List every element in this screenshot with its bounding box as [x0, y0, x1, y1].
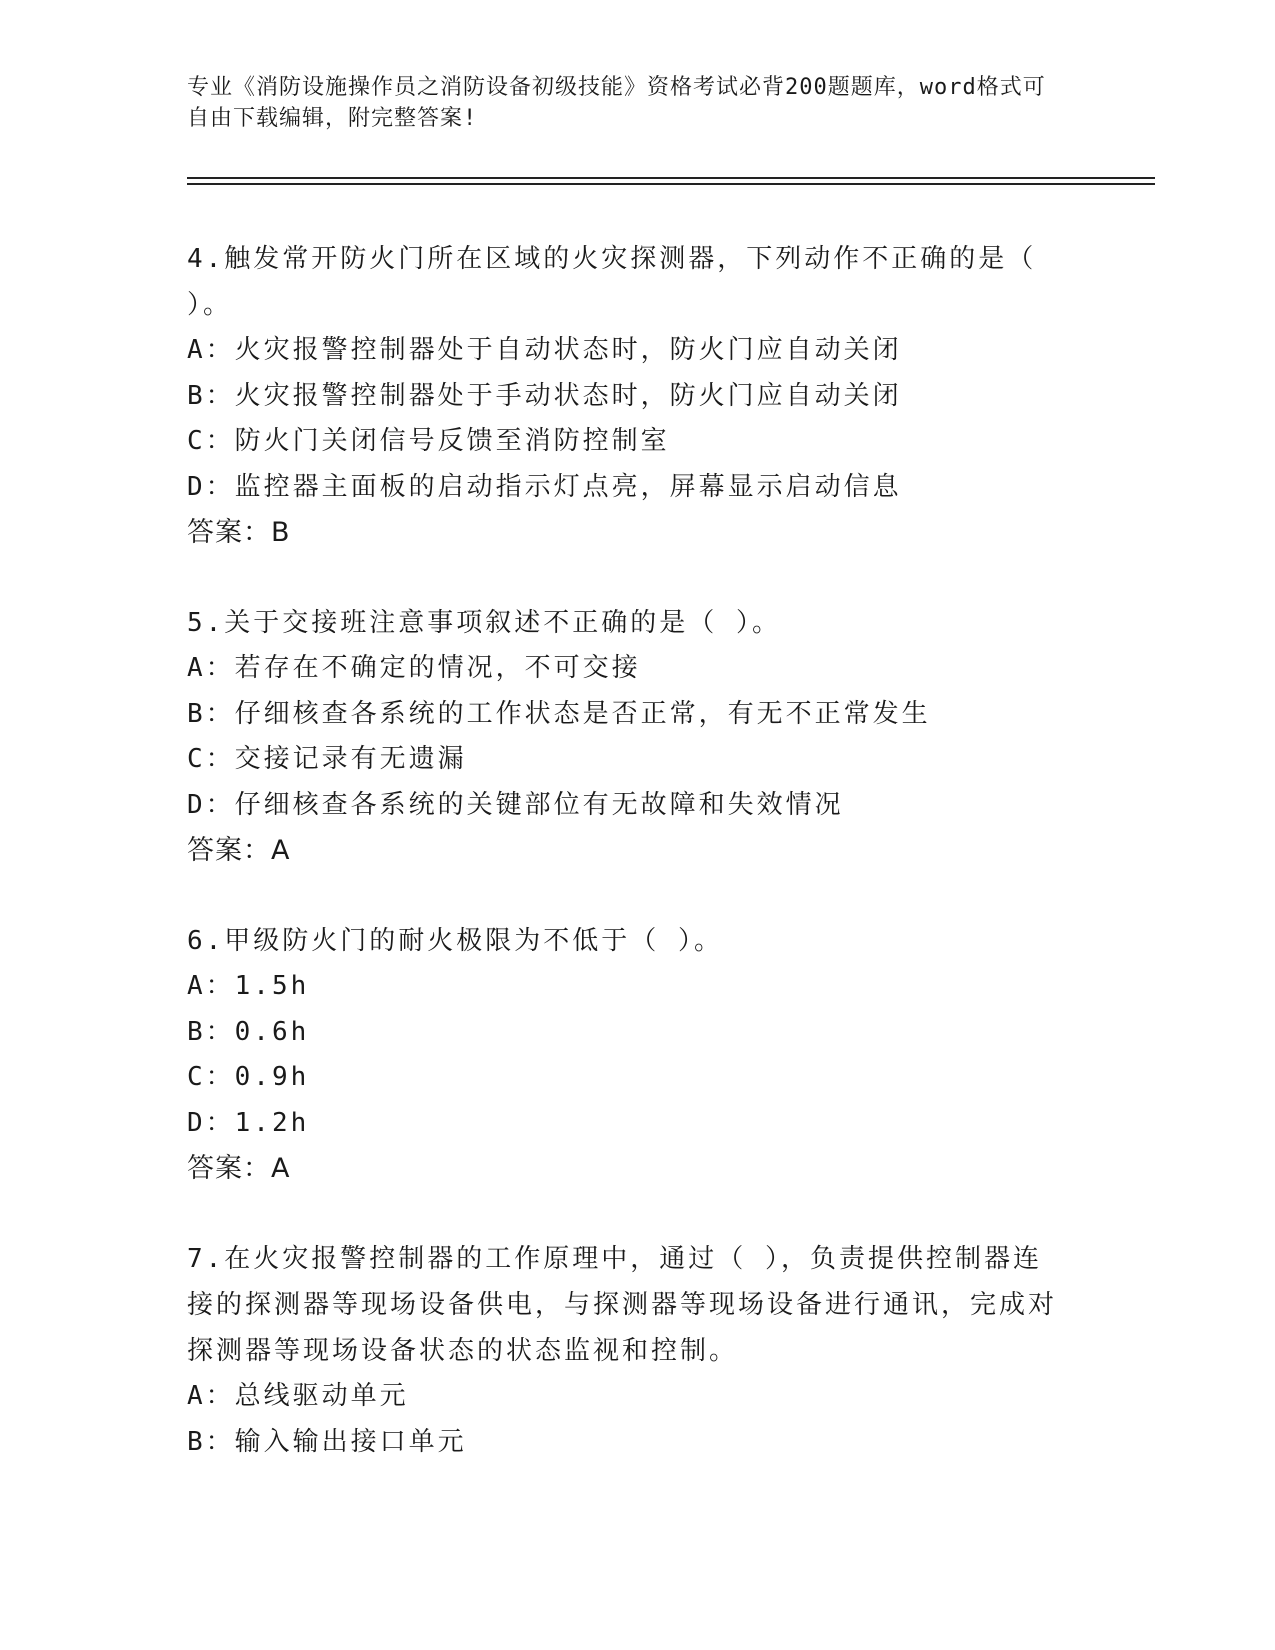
- option-d: D：监控器主面板的启动指示灯点亮，屏幕显示启动信息: [187, 471, 902, 502]
- question-7: [187, 1236, 1067, 1465]
- option-a: A：1.5h: [187, 971, 310, 1001]
- option-a: A：火灾报警控制器处于自动状态时，防火门应自动关闭: [187, 335, 902, 365]
- option-b: B：0.6h: [187, 1016, 310, 1047]
- question-stem: 4.触发常开防火门所在区域的火灾探测器，下列动作不正确的是（ ）。: [187, 244, 1037, 320]
- question-spacer: [187, 873, 1067, 918]
- option-d: D：仔细核查各系统的关键部位有无故障和失效情况: [187, 789, 844, 820]
- question-6: [187, 918, 1067, 1191]
- question-5: [187, 600, 1067, 873]
- question-stem: 7.在火灾报警控制器的工作原理中，通过（ ），负责提供控制器连接的探测器等现场设备供电，与探测器等现场设备进行通讯，完成对探测器等现场设备状态的状态监视和控制。: [187, 1244, 1058, 1366]
- option-a: A：若存在不确定的情况，不可交接: [187, 653, 641, 683]
- option-b: B：火灾报警控制器处于手动状态时，防火门应自动关闭: [187, 380, 902, 411]
- header-rule-top: [187, 177, 1155, 179]
- question-spacer: [187, 1191, 1067, 1236]
- question-spacer: [187, 555, 1067, 600]
- question-stem: 5.关于交接班注意事项叙述不正确的是（ ）。: [187, 608, 781, 638]
- question-stem: 6.甲级防火门的耐火极限为不低于（ ）。: [187, 926, 723, 956]
- answer: 答案：B: [187, 517, 291, 548]
- option-a: A：总线驱动单元: [187, 1381, 409, 1411]
- answer: 答案：A: [187, 1153, 291, 1184]
- document-header: 专业《消防设施操作员之消防设备初级技能》资格考试必背200题题库，word格式可自由下载编辑，附完整答案!: [187, 75, 1046, 131]
- option-c: C：交接记录有无遗漏: [187, 744, 467, 774]
- answer: 答案：A: [187, 835, 291, 866]
- option-c: C：0.9h: [187, 1062, 310, 1092]
- option-d: D：1.2h: [187, 1107, 310, 1138]
- option-b: B：仔细核查各系统的工作状态是否正常，有无不正常发生: [187, 698, 931, 729]
- question-list: [187, 236, 1067, 1465]
- option-c: C：防火门关闭信号反馈至消防控制室: [187, 426, 670, 456]
- option-b: B：输入输出接口单元: [187, 1426, 467, 1457]
- header-rule-bottom: [187, 183, 1155, 185]
- question-4: [187, 236, 1067, 555]
